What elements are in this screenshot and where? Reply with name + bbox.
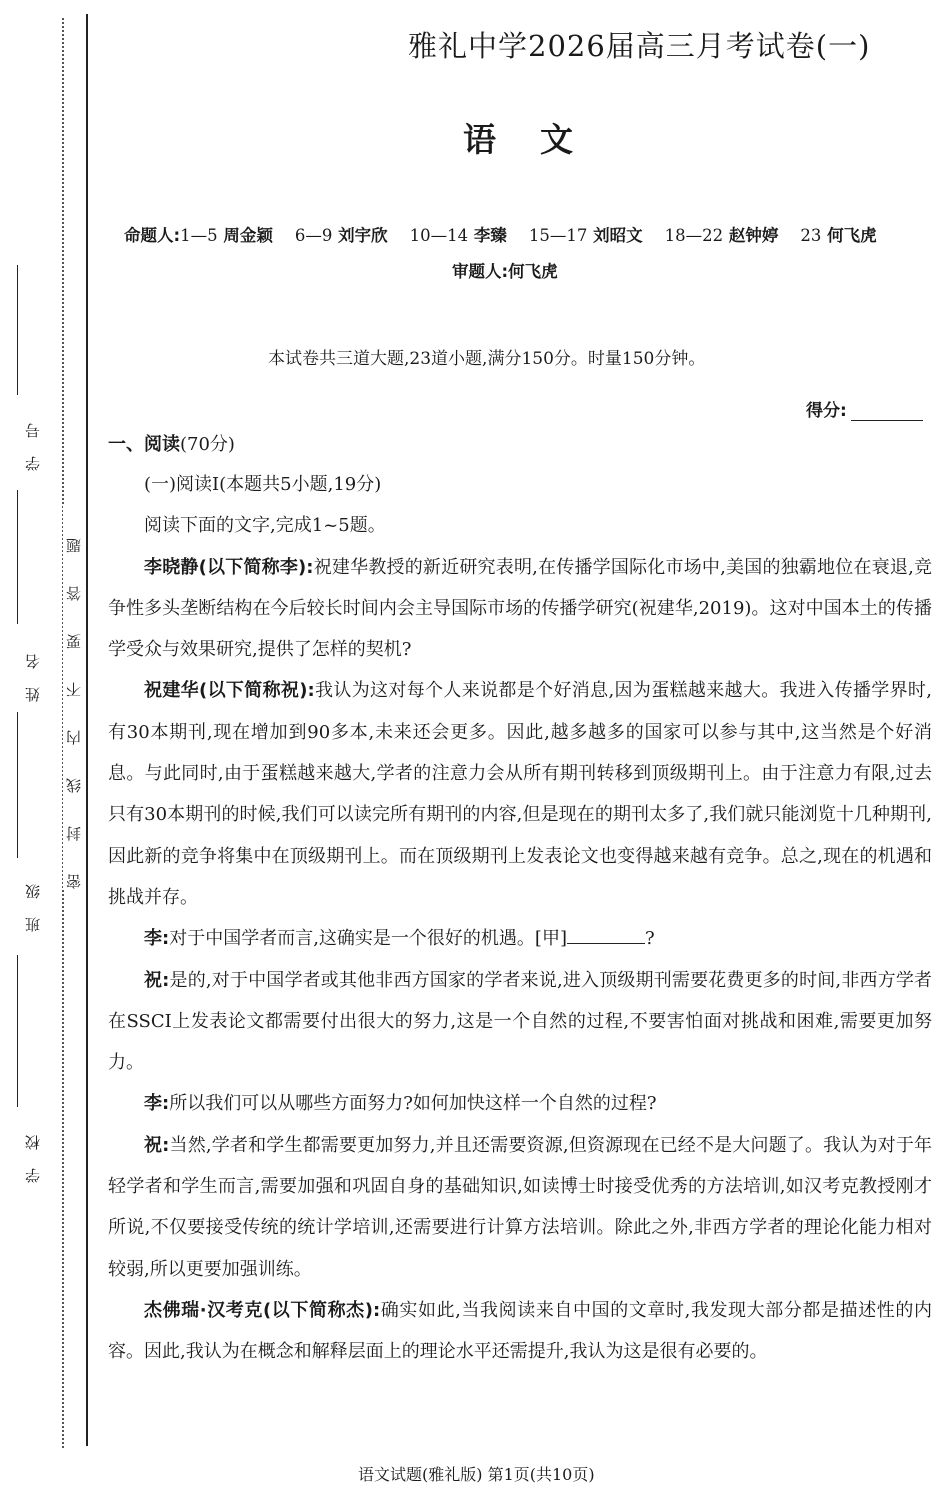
author-entry: 15—17 刘昭文 xyxy=(528,226,643,245)
dialogue-paragraph: 祝:当然,学者和学生都需要更加努力,并且还需要资源,但资源现在已经不是大问题了。我认为对于年轻学者和学生而言,需要加强和巩固自身的基础知识,如读博士时接受优秀的方法培训,如汉考克教授刚才所说,不仅要接受传统的统计学培训,还需要进行计算方法培训。除此之外,非西方学者的理论化能力相对较弱,所以更要加强训练。 xyxy=(108,1134,932,1280)
school-field xyxy=(22,1117,46,1183)
answer-blank-jia[interactable] xyxy=(567,923,645,944)
class-label: 班级 xyxy=(24,866,42,932)
speaker-label: 李: xyxy=(144,1093,170,1115)
student-id-label: 学号 xyxy=(24,405,42,471)
class-field xyxy=(22,866,46,932)
score-label: 得分: xyxy=(806,401,847,421)
speaker-label: 杰佛瑞·汉考克(以下简称杰): xyxy=(144,1299,381,1321)
author-entry: 18—22 赵钟婷 xyxy=(664,226,779,245)
score-field xyxy=(806,396,923,421)
class-line[interactable] xyxy=(17,712,18,858)
author-entry: 23 何飞虎 xyxy=(800,226,877,245)
speaker-label: 祝: xyxy=(144,1134,170,1156)
instruction: 阅读下面的文字,完成1~5题。 xyxy=(144,515,386,537)
binding-margin xyxy=(0,0,100,1493)
school-line[interactable] xyxy=(17,955,18,1107)
dialogue-paragraph: 祝:是的,对于中国学者或其他非西方国家的学者来说,进入顶级期刊需要花费更多的时间,非西方学者在SSCI上发表论文都需要付出很大的努力,这是一个自然的过程,不要害怕面对挑战和困难,需要更加努力。 xyxy=(108,969,932,1074)
speaker-label: 李晓静(以下简称李): xyxy=(144,556,314,578)
page-footer: 语文试题(雅礼版) 第1页(共10页) xyxy=(358,1465,595,1484)
dialogue-paragraph: 李:所以我们可以从哪些方面努力?如何加快这样一个自然的过程? xyxy=(144,1093,657,1115)
student-id-line[interactable] xyxy=(17,265,18,395)
dialogue-paragraph: 杰佛瑞·汉考克(以下简称杰):确实如此,当我阅读来自中国的文章时,我发现大部分都是描述性的内容。因此,我认为在概念和解释层面上的理论水平还需提升,我认为这是很有必要的。 xyxy=(108,1299,932,1363)
exam-title: 雅礼中学2026届高三月考试卷(一) xyxy=(408,29,871,63)
dialogue-paragraph: 祝建华(以下简称祝):我认为这对每个人来说都是个好消息,因为蛋糕越来越大。我进入传播学界时,有30本期刊,现在增加到90多本,未来还会更多。因此,越多越多的国家可以参与其中,这当然是个好消息。与此同时,由于蛋糕越来越大,学者的注意力会从所有期刊转移到顶级期刊上。由于注意力有限,过去只有30本期刊的时候,我们可以读完所有期刊的内容,但是现在的期刊太多了,我们就只能浏览十几种期刊,因此新的竞争将集中在顶级期刊上。而在顶级期刊上发表论文也变得越来越有竞争。总之,现在的机遇和挑战并存。 xyxy=(108,680,932,908)
name-line[interactable] xyxy=(17,490,18,624)
authors-line xyxy=(124,222,877,246)
name-label: 姓名 xyxy=(24,636,42,702)
reading-passage xyxy=(108,464,932,1373)
author-entry: 1—5 周金颖 xyxy=(180,226,273,245)
speaker-label: 李: xyxy=(144,928,170,950)
dialogue-paragraph: 李:对于中国学者而言,这确实是一个很好的机遇。[甲] ? xyxy=(108,918,932,959)
section-heading: 一、阅读(70分) xyxy=(108,434,235,455)
speaker-label: 祝建华(以下简称祝): xyxy=(144,680,315,702)
exam-info: 本试卷共三道大题,23道小题,满分150分。时量150分钟。 xyxy=(268,349,706,369)
student-id-field xyxy=(22,405,46,471)
dialogue-paragraph: 李晓静(以下简称李):祝建华教授的新近研究表明,在传播学国际化市场中,美国的独霸地位在衰退,竞争性多头垄断结构在今后较长时间内会主导国际市场的传播学研究(祝建华,2019)。这对中国本土的传播学受众与效果研究,提供了怎样的契机? xyxy=(108,556,932,661)
subject-title: 语文 xyxy=(463,120,617,159)
speaker-label: 祝: xyxy=(144,969,170,991)
school-label: 学校 xyxy=(24,1117,42,1183)
score-blank[interactable] xyxy=(851,402,923,421)
author-entry: 10—14 李臻 xyxy=(409,226,507,245)
name-field xyxy=(22,636,46,702)
sub-heading: (一)阅读Ⅰ(本题共5小题,19分) xyxy=(144,474,382,495)
margin-border-line xyxy=(86,14,88,1446)
authors-label: 命题人: xyxy=(124,226,181,245)
author-entry: 6—9 刘宇欣 xyxy=(294,226,388,245)
seal-warning: 密封线内不要答题 xyxy=(65,505,83,889)
reviewer-line: 审题人:何飞虎 xyxy=(452,262,558,281)
